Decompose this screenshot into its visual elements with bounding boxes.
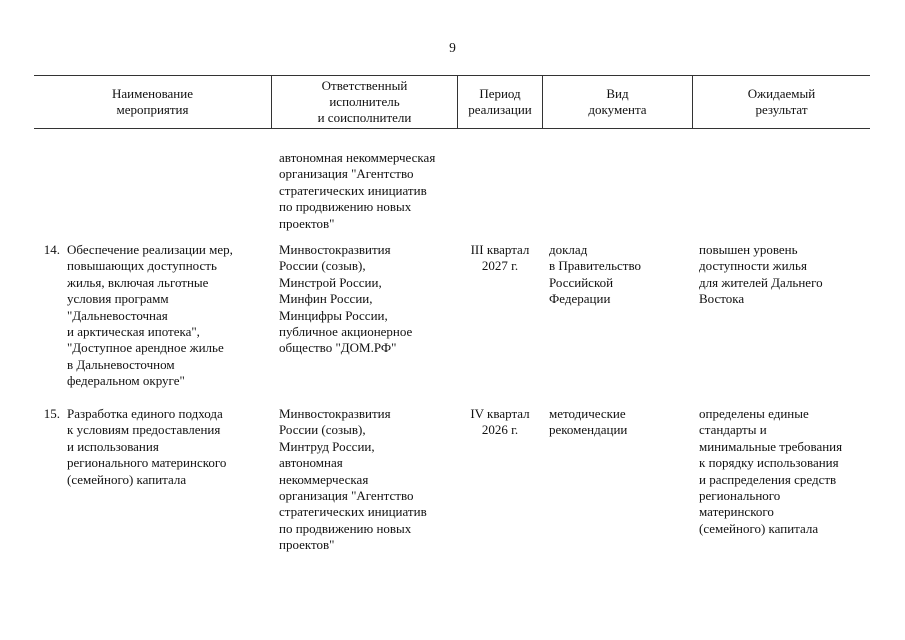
row-executor: Минвостокразвития России (созыв), Минстрой России, Минфин России, Минцифры России, публичное акционерное общество "ДОМ.РФ" (279, 242, 413, 356)
header-document-type: Вид документа (588, 86, 647, 117)
row-document-type: методические рекомендации (549, 406, 628, 438)
row-result: повышен уровень доступности жилья для жителей Дальнего Востока (699, 242, 823, 307)
page-number: 9 (449, 40, 456, 55)
row-name: Обеспечение реализации мер, повышающих доступность жилья, включая льготные условия программ "Дальневосточная и арктическая ипотека", "Доступное арендное жилье в Дальневосточном федеральном округе" (67, 242, 233, 389)
row-executor: Минвостокразвития России (созыв), Минтруд России, автономная некоммерческая организация "Агентство стратегических инициатив по продвижению новых проектов" (279, 406, 427, 553)
row-period: III квартал 2027 г. (470, 242, 530, 274)
row-result: определены единые стандарты и минимальные требования к порядку использования и распределения средств регионального материнского (семейного) капитала (699, 406, 843, 536)
row-number: 14. (43, 242, 60, 257)
header-period: Период реализации (468, 86, 532, 117)
header-result: Ожидаемый результат (747, 86, 816, 117)
table-header-rule (34, 128, 870, 129)
row-document-type: доклад в Правительство Российской Федерации (549, 242, 642, 307)
header-name: Наименование мероприятия (112, 86, 193, 117)
row-name: Разработка единого подхода к условиям предоставления и использования регионального материнского (семейного) капитала (67, 406, 227, 487)
header-executor: Ответственный исполнитель и соисполнители (317, 78, 412, 125)
row-period: IV квартал 2026 г. (470, 406, 530, 438)
row-number: 15. (43, 406, 60, 421)
continuation-executor: автономная некоммерческая организация "Агентство стратегических инициатив по продвижению новых проектов" (279, 150, 436, 231)
